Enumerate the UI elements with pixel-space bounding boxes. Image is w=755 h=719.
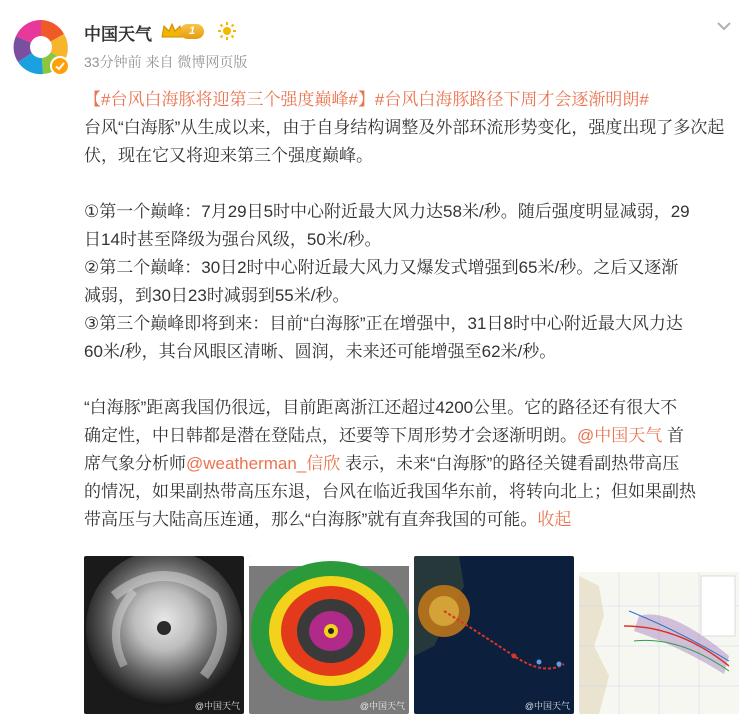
post-paragraph [84, 450, 740, 478]
post-intro: 台风“白海豚”从生成以来，由于自身结构调整及外部环流形势变化，强度出现了多次起伏，现在它又将迎来第三个强度巅峰。 [84, 118, 725, 165]
hashtag-link[interactable]: 【#台风白海豚将迎第三个强度巅峰#】 [84, 90, 375, 109]
mention-link[interactable]: @中国天气 [577, 426, 663, 445]
track-map-image[interactable] [414, 556, 574, 714]
image-grid [84, 556, 740, 714]
hashtag-line [84, 86, 740, 114]
post-content [84, 86, 740, 534]
text-span: 首 [662, 426, 684, 445]
image-watermark: @中国天气 [359, 701, 405, 711]
image-watermark: @中国天气 [194, 701, 240, 711]
sun-icon[interactable] [218, 22, 236, 40]
post-paragraph [84, 422, 740, 450]
post-header [0, 0, 755, 84]
post-paragraph: ②第二个巅峰：30日2时中心附近最大风力又爆发式增强到65米/秒。之后又逐渐 [84, 258, 679, 277]
chevron-down-icon[interactable] [712, 14, 736, 38]
post-paragraph: ③第三个巅峰即将到来：目前“白海豚”正在增强中，31日8时中心附近最大风力达 [84, 314, 683, 333]
hashtag-link[interactable]: #台风白海豚路径下周才会逐渐明朗# [374, 90, 649, 109]
forecast-chart-image[interactable] [579, 556, 739, 714]
text-span: 确定性，中日韩都是潜在登陆点，还要等下周形势才会逐渐明朗。 [84, 426, 577, 445]
verified-badge-icon [50, 56, 70, 76]
user-level-badge[interactable]: 1 [180, 24, 204, 39]
infrared-satellite-image[interactable] [249, 556, 409, 714]
post-paragraph: 的情况，如果副热带高压东退，台风在临近我国华东前，将转向北上；但如果副热 [84, 482, 696, 501]
image-watermark: @中国天气 [524, 701, 570, 711]
post-paragraph: 60米/秒，其台风眼区清晰、圆润，未来还可能增强至62米/秒。 [84, 342, 557, 361]
text-span: 表示，未来“白海豚”的路径关键看副热带高压 [340, 454, 680, 473]
text-span: 带高压与大陆高压连通，那么“白海豚”就有直奔我国的可能。 [84, 510, 538, 529]
text-span: 席气象分析师 [84, 454, 186, 473]
mention-link[interactable]: @weatherman_信欣 [186, 454, 341, 473]
post-paragraph [84, 506, 740, 534]
post-paragraph: 日14时甚至降级为强台风级，50米/秒。 [84, 230, 382, 249]
post-paragraph: “白海豚”距离我国仍很远，目前距离浙江还超过4200公里。它的路径还有很大不 [84, 398, 678, 417]
post-time-source: 33分钟前 来自 微博网页版 [84, 54, 248, 70]
post-paragraph: ①第一个巅峰：7月29日5时中心附近最大风力达58米/秒。随后强度明显减弱，29 [84, 202, 690, 221]
user-name[interactable]: 中国天气 [84, 25, 152, 44]
post-paragraph: 减弱，到30日23时减弱到55米/秒。 [84, 286, 350, 305]
satellite-image[interactable] [84, 556, 244, 714]
collapse-link[interactable]: 收起 [537, 510, 572, 529]
